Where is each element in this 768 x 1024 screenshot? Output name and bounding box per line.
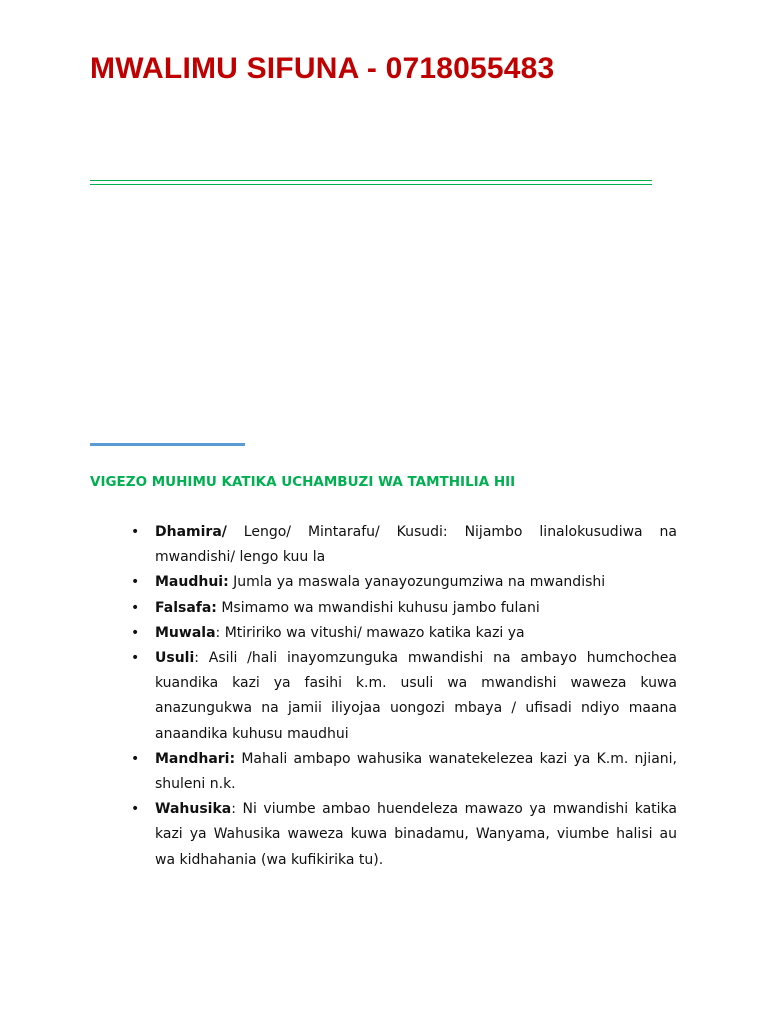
- term-label: Mandhari:: [155, 750, 236, 767]
- term-label: Wahusika: [155, 801, 232, 818]
- term-label: Maudhui:: [155, 574, 229, 591]
- list-item-wahusika: [131, 797, 677, 873]
- term-definition: Lengo/ Mintarafu/ Kusudi: Nijambo linalokusudiwa na mwandishi/ lengo kuu la: [155, 524, 677, 566]
- bullet-icon: •: [131, 624, 140, 641]
- list-item-usuli: [131, 646, 677, 747]
- term-label: Usuli: [155, 650, 195, 667]
- list-item-dhamira: [131, 520, 677, 570]
- term-list: [131, 520, 677, 873]
- term-definition: : Mtiririko wa vitushi/ mawazo katika kazi ya: [215, 624, 525, 641]
- accent-divider: [90, 443, 245, 446]
- term-definition: Jumla ya maswala yanayozungumziwa na mwandishi: [228, 574, 606, 591]
- term-label: Muwala: [155, 624, 216, 641]
- bullet-icon: •: [131, 599, 140, 616]
- list-item-falsafa: [131, 596, 677, 621]
- term-label: Dhamira/: [155, 524, 227, 540]
- bullet-icon: •: [131, 524, 140, 540]
- term-definition: : Ni viumbe ambao huendeleza mawazo ya mwandishi katika kazi ya Wahusika waweza kuwa binadamu, Wanyama, viumbe halisi au wa kidhahania (wa kufikirika tu).: [155, 801, 677, 868]
- bullet-icon: •: [131, 750, 140, 767]
- section-heading: VIGEZO MUHIMU KATIKA UCHAMBUZI WA TAMTHILIA HII: [90, 474, 516, 490]
- list-item-mandhari: [131, 747, 677, 797]
- bullet-icon: •: [131, 801, 140, 818]
- list-item-muwala: [131, 621, 677, 646]
- list-item-maudhui: [131, 570, 677, 595]
- page-title: MWALIMU SIFUNA - 0718055483: [90, 52, 555, 85]
- bullet-icon: •: [131, 650, 140, 667]
- term-definition: Mahali ambapo wahusika wanatekelezea kazi ya K.m. njiani, shuleni n.k.: [155, 750, 677, 793]
- bullet-icon: •: [131, 574, 140, 591]
- term-definition: Msimamo wa mwandishi kuhusu jambo fulani: [216, 599, 540, 616]
- term-definition: : Asili /hali inayomzunguka mwandishi na ambayo humchochea kuandika kazi ya fasihi k.m. usuli wa mwandishi waweza kuwa anazungukwa na jamii iliyojaa uongozi mbaya / ufisadi ndiyo maana anaandika kuhusu maudhui: [155, 650, 677, 742]
- term-label: Falsafa:: [155, 599, 217, 616]
- double-divider: [90, 180, 652, 185]
